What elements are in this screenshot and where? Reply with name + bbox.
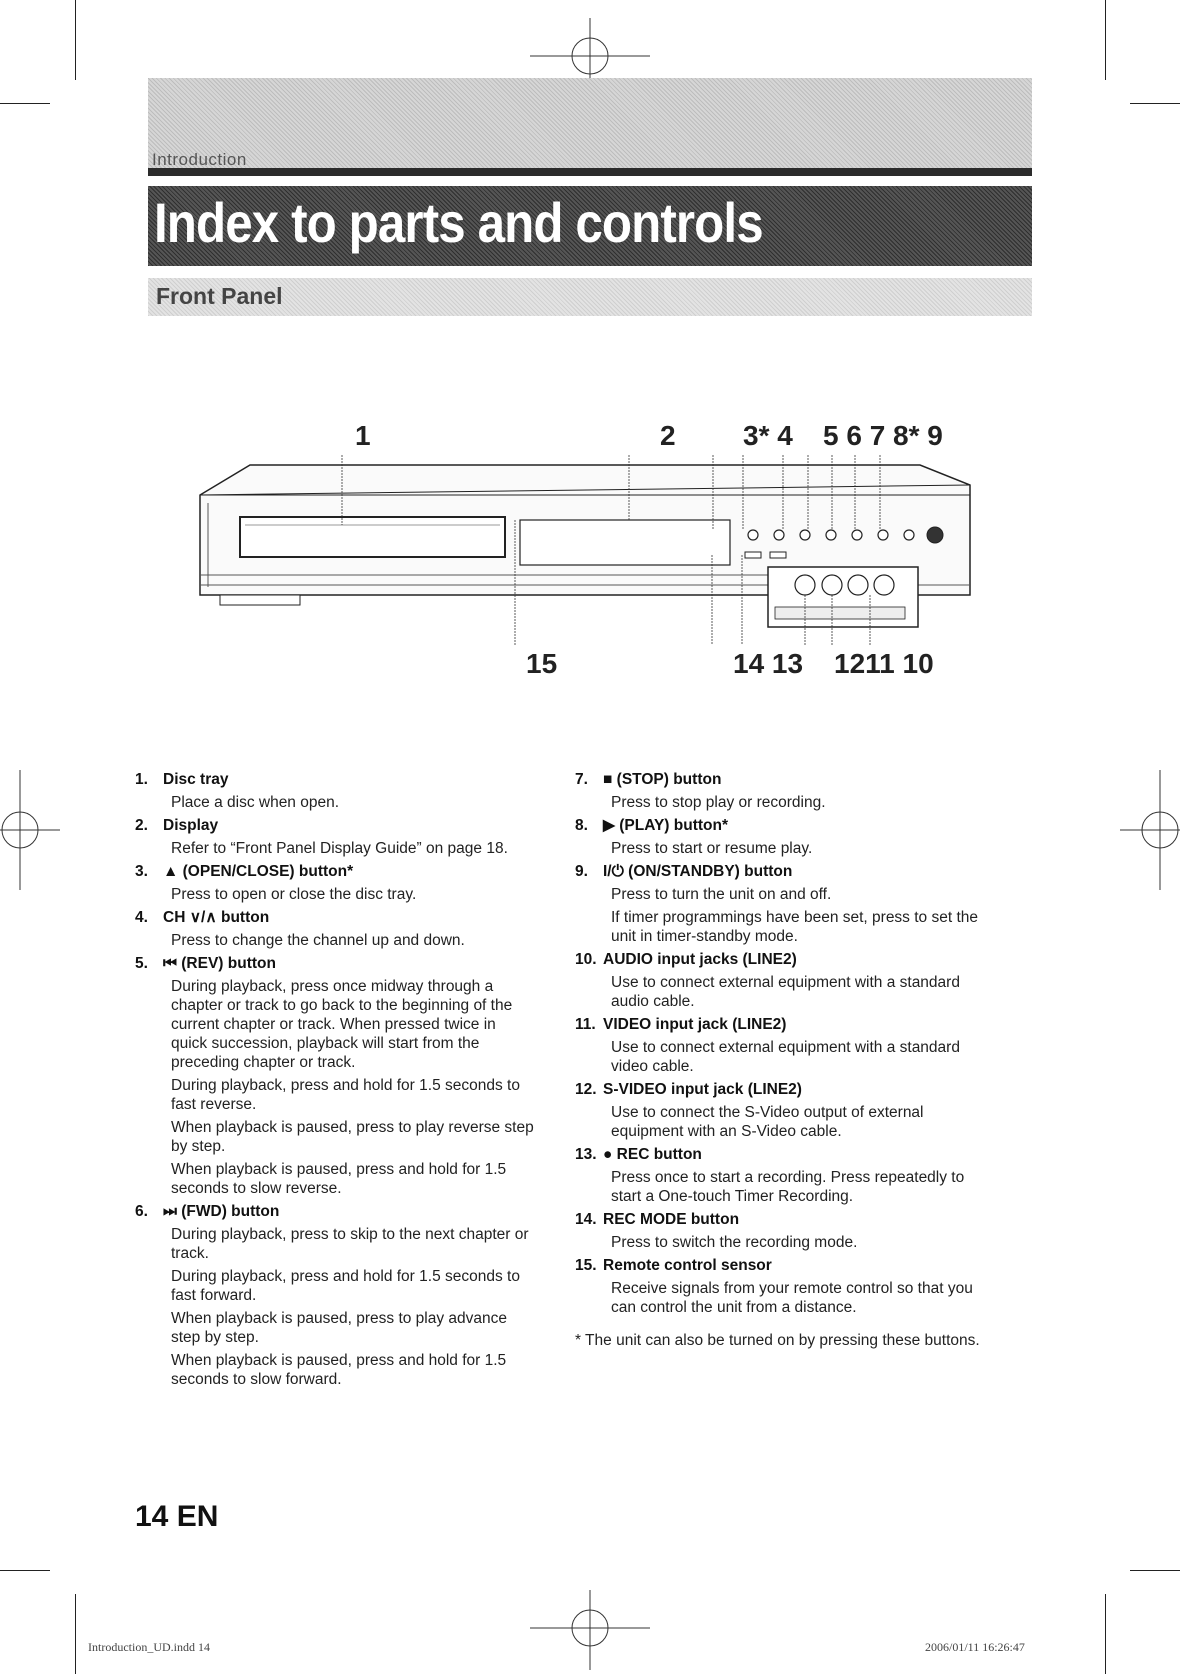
registration-mark-bottom xyxy=(530,1590,650,1670)
part-item xyxy=(135,908,535,950)
part-name: REC MODE button xyxy=(603,1211,740,1228)
part-name: Display xyxy=(163,817,219,834)
part-name: ▲ (OPEN/CLOSE) button* xyxy=(163,863,354,880)
part-description: During playback, press and hold for 1.5 seconds to fast forward. xyxy=(171,1268,520,1304)
part-number: 4. xyxy=(135,909,148,926)
callout-2: 2 xyxy=(660,420,676,451)
part-item xyxy=(135,770,535,812)
crop-mark xyxy=(1105,1594,1106,1674)
part-description: During playback, press to skip to the next chapter or track. xyxy=(171,1226,529,1262)
part-name: Disc tray xyxy=(163,771,229,788)
part-description: Press once to start a recording. Press repeatedly to start a One-touch Timer Recording. xyxy=(611,1169,965,1205)
crop-mark xyxy=(75,1594,76,1674)
part-number: 6. xyxy=(135,1203,148,1220)
crop-mark xyxy=(1130,103,1180,104)
left-column xyxy=(135,770,535,1393)
part-number: 14. xyxy=(575,1211,597,1228)
part-title xyxy=(135,954,535,973)
page-title: Index to parts and controls xyxy=(154,191,763,254)
part-description: Press to change the channel up and down. xyxy=(171,932,465,949)
part-item xyxy=(575,1145,995,1206)
part-title xyxy=(575,816,995,835)
registration-mark-left xyxy=(0,770,60,890)
part-description: Use to connect external equipment with a standard audio cable. xyxy=(611,974,960,1010)
crop-mark xyxy=(1105,0,1106,80)
right-column xyxy=(575,770,995,1350)
part-number: 9. xyxy=(575,863,588,880)
part-number: 7. xyxy=(575,771,588,788)
part-number: 13. xyxy=(575,1146,597,1163)
part-title xyxy=(575,1015,995,1034)
part-item xyxy=(575,1015,995,1076)
part-title xyxy=(575,862,995,881)
part-item xyxy=(575,1080,995,1141)
part-number: 2. xyxy=(135,817,148,834)
part-title xyxy=(575,950,995,969)
footer-left: Introduction_UD.indd 14 xyxy=(88,1640,210,1654)
part-item xyxy=(575,770,995,812)
part-item xyxy=(575,862,995,946)
part-name: ▶ (PLAY) button* xyxy=(603,817,728,834)
part-name: ● REC button xyxy=(603,1146,702,1163)
footnote: * The unit can also be turned on by pressing these buttons. xyxy=(575,1332,980,1349)
part-name: VIDEO input jack (LINE2) xyxy=(603,1016,787,1033)
callout-3-4: 3* 4 xyxy=(743,420,793,451)
part-name: I/⏻ (ON/STANDBY) button xyxy=(603,863,793,880)
part-description: Press to turn the unit on and off. xyxy=(611,886,832,903)
part-number: 3. xyxy=(135,863,148,880)
section-label: Introduction xyxy=(152,150,247,169)
part-number: 12. xyxy=(575,1081,597,1098)
header-band xyxy=(148,78,1032,168)
part-title xyxy=(135,816,535,835)
part-item xyxy=(135,1202,535,1389)
part-description: When playback is paused, press and hold for 1.5 seconds to slow reverse. xyxy=(171,1161,507,1197)
front-panel-diagram xyxy=(190,455,990,655)
part-item xyxy=(135,816,535,858)
part-description: Refer to “Front Panel Display Guide” on page 18. xyxy=(171,840,508,857)
part-title xyxy=(575,1256,995,1275)
part-description: When playback is paused, press and hold for 1.5 seconds to slow forward. xyxy=(171,1352,507,1388)
part-name: Remote control sensor xyxy=(603,1257,772,1274)
part-title xyxy=(575,1145,995,1164)
part-number: 1. xyxy=(135,771,148,788)
callout-12-10: 1211 10 xyxy=(834,648,934,679)
part-description: Receive signals from your remote control so that you can control the unit from a distance. xyxy=(611,1280,973,1316)
part-name: ■ (STOP) button xyxy=(603,771,722,788)
callout-1: 1 xyxy=(355,420,371,451)
part-number: 8. xyxy=(575,817,588,834)
part-title xyxy=(575,1210,995,1229)
part-name: CH ∨/∧ button xyxy=(163,909,270,926)
part-item xyxy=(135,954,535,1198)
part-description: Press to stop play or recording. xyxy=(611,794,826,811)
part-description: When playback is paused, press to play reverse step by step. xyxy=(171,1119,534,1155)
part-item xyxy=(575,816,995,858)
part-description: During playback, press and hold for 1.5 seconds to fast reverse. xyxy=(171,1077,520,1113)
callout-14-13: 14 13 xyxy=(733,648,804,679)
part-item xyxy=(575,950,995,1011)
part-description: Press to switch the recording mode. xyxy=(611,1234,858,1251)
part-number: 10. xyxy=(575,951,597,968)
part-number: 5. xyxy=(135,955,148,972)
part-number: 15. xyxy=(575,1257,597,1274)
part-title xyxy=(135,908,535,927)
callout-15: 15 xyxy=(526,648,558,679)
crop-mark xyxy=(0,1570,50,1571)
part-description: Use to connect the S-Video output of external equipment with an S-Video cable. xyxy=(611,1104,924,1140)
footer-right: 2006/01/11 16:26:47 xyxy=(925,1640,1025,1654)
part-name: S-VIDEO input jack (LINE2) xyxy=(603,1081,802,1098)
part-description: Press to start or resume play. xyxy=(611,840,813,857)
crop-mark xyxy=(1130,1570,1180,1571)
part-name: ⏮ (REV) button xyxy=(163,955,276,972)
part-number: 11. xyxy=(575,1016,596,1033)
section-subtitle: Front Panel xyxy=(156,283,283,309)
part-name: ⏭ (FWD) button xyxy=(163,1203,280,1220)
part-description: When playback is paused, press to play advance step by step. xyxy=(171,1310,508,1346)
part-title xyxy=(575,770,995,789)
part-description: Use to connect external equipment with a standard video cable. xyxy=(611,1039,960,1075)
callout-5-9: 5 6 7 8* 9 xyxy=(823,420,943,451)
crop-mark xyxy=(0,103,50,104)
part-title xyxy=(135,862,535,881)
part-name: AUDIO input jacks (LINE2) xyxy=(603,951,797,968)
part-description: If timer programmings have been set, press to set the unit in timer-standby mode. xyxy=(611,909,979,945)
part-title xyxy=(575,1080,995,1099)
part-title xyxy=(135,1202,535,1221)
header-rule xyxy=(148,168,1032,176)
part-description: Press to open or close the disc tray. xyxy=(171,886,417,903)
page-number: 14 EN xyxy=(135,1500,219,1533)
registration-mark-right xyxy=(1120,770,1180,890)
part-item xyxy=(135,862,535,904)
part-item xyxy=(575,1210,995,1252)
part-description: Place a disc when open. xyxy=(171,794,340,811)
part-description: During playback, press once midway through a chapter or track to go back to the beginning of the current chapter or track. When pressed twice in quick succession, playback will start from the preceding chapter or track. xyxy=(171,978,513,1071)
part-item xyxy=(575,1256,995,1317)
crop-mark xyxy=(75,0,76,80)
part-title xyxy=(135,770,535,789)
